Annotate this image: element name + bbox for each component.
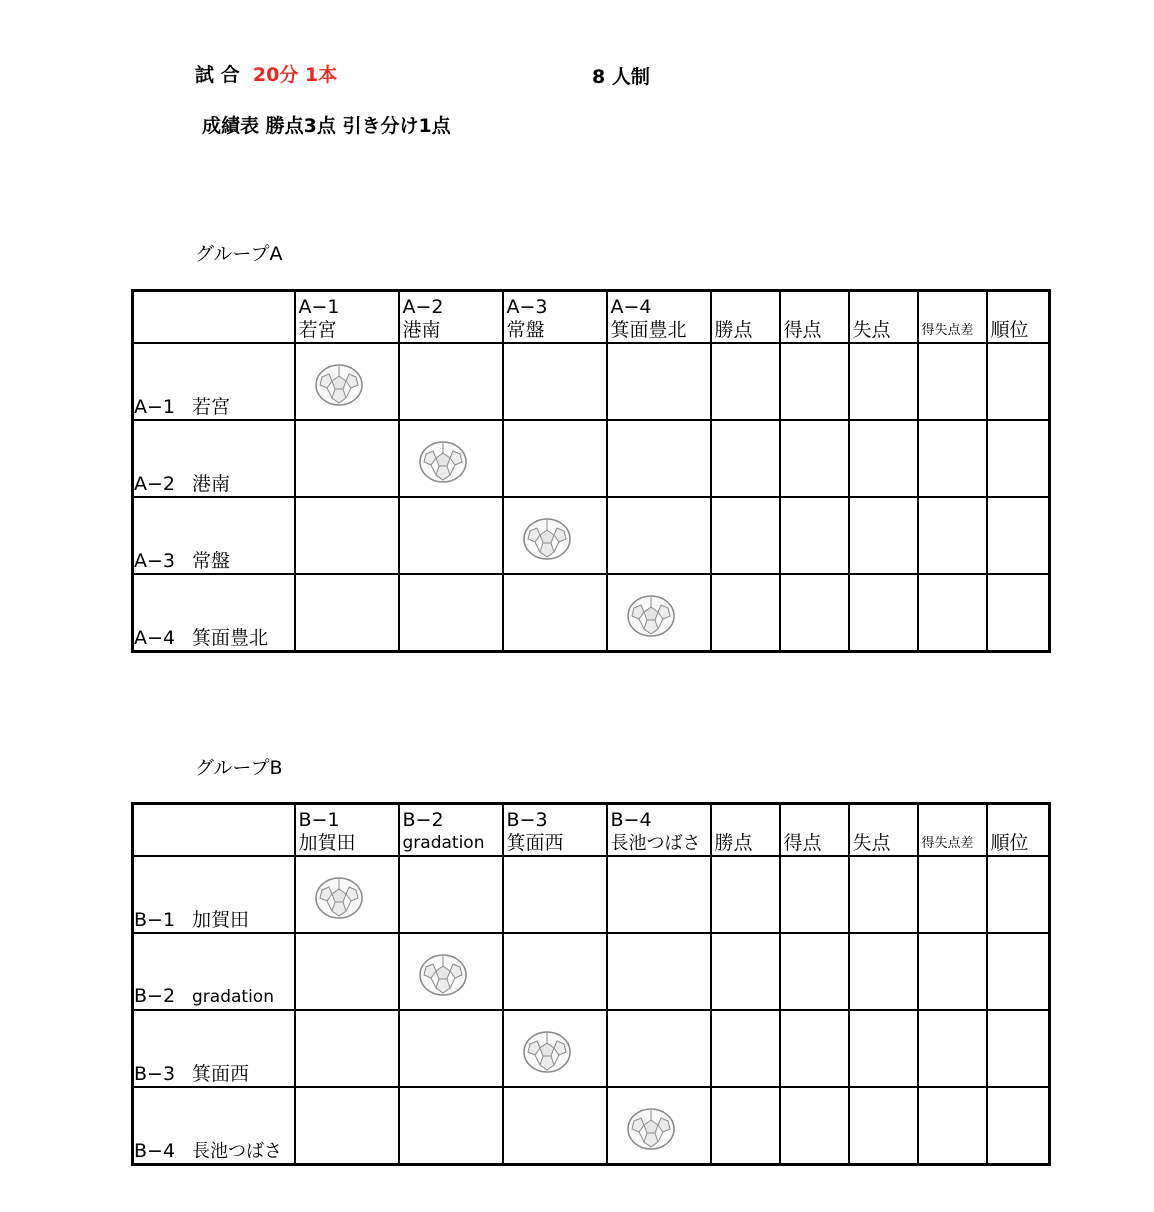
diagonal-cell [399,933,503,1010]
col-wins: 勝点 [711,804,780,857]
col-team-a2: A−2 港南 [399,291,503,344]
row-label-a3: A−3 常盤 [133,497,295,574]
group-a-title: グループA [195,243,283,265]
row-label-b4: B−4 長池つばさ [133,1087,295,1165]
row-label-b2: B−2 gradation [133,933,295,1010]
col-goals-for: 得点 [780,291,849,344]
row-label-a1: A−1 若宮 [133,343,295,420]
table-row [133,933,1050,1010]
col-wins: 勝点 [711,291,780,344]
match-label: 試 合 [195,64,240,86]
row-label-a4: A−4 箕面豊北 [133,574,295,652]
diagonal-cell [607,574,711,652]
points-rule: 成績表 勝点3点 引き分け1点 [202,115,451,137]
col-goal-diff: 得失点差 [918,291,987,344]
soccer-ball-icon [418,952,468,998]
col-team-b3: B−3 箕面西 [503,804,607,857]
diagonal-cell [399,420,503,497]
table-row [133,1010,1050,1087]
row-label-a2: A−2 港南 [133,420,295,497]
diagonal-cell [607,1087,711,1165]
diagonal-cell [503,1010,607,1087]
soccer-ball-icon [522,1029,572,1075]
table-row [133,1087,1050,1165]
soccer-ball-icon [522,516,572,562]
soccer-ball-icon [314,875,364,921]
match-info [195,60,337,87]
table-row [133,574,1050,652]
corner-cell [133,804,295,857]
col-rank: 順位 [987,291,1050,344]
col-team-a3: A−3 常盤 [503,291,607,344]
col-goal-diff: 得失点差 [918,804,987,857]
diagonal-cell [295,856,399,933]
col-team-b4: B−4 長池つばさ [607,804,711,857]
col-team-b2: B−2 gradation [399,804,503,857]
match-format: 8 人制 [592,66,650,88]
table-row [133,420,1050,497]
table-row [133,497,1050,574]
col-team-b1: B−1 加賀田 [295,804,399,857]
soccer-ball-icon [626,593,676,639]
col-team-a4: A−4 箕面豊北 [607,291,711,344]
soccer-ball-icon [418,439,468,485]
col-rank: 順位 [987,804,1050,857]
soccer-ball-icon [314,362,364,408]
col-goals-for: 得点 [780,804,849,857]
group-b-table [131,802,1051,1166]
col-goals-against: 失点 [849,804,918,857]
group-a-table [131,289,1051,653]
match-duration: 20分 1本 [252,64,338,86]
row-label-b1: B−1 加賀田 [133,856,295,933]
row-label-b3: B−3 箕面西 [133,1010,295,1087]
table-row [133,856,1050,933]
diagonal-cell [503,497,607,574]
diagonal-cell [295,343,399,420]
soccer-ball-icon [626,1106,676,1152]
table-row [133,343,1050,420]
group-b-title: グループB [195,757,283,779]
col-team-a1: A−1 若宮 [295,291,399,344]
col-goals-against: 失点 [849,291,918,344]
corner-cell [133,291,295,344]
